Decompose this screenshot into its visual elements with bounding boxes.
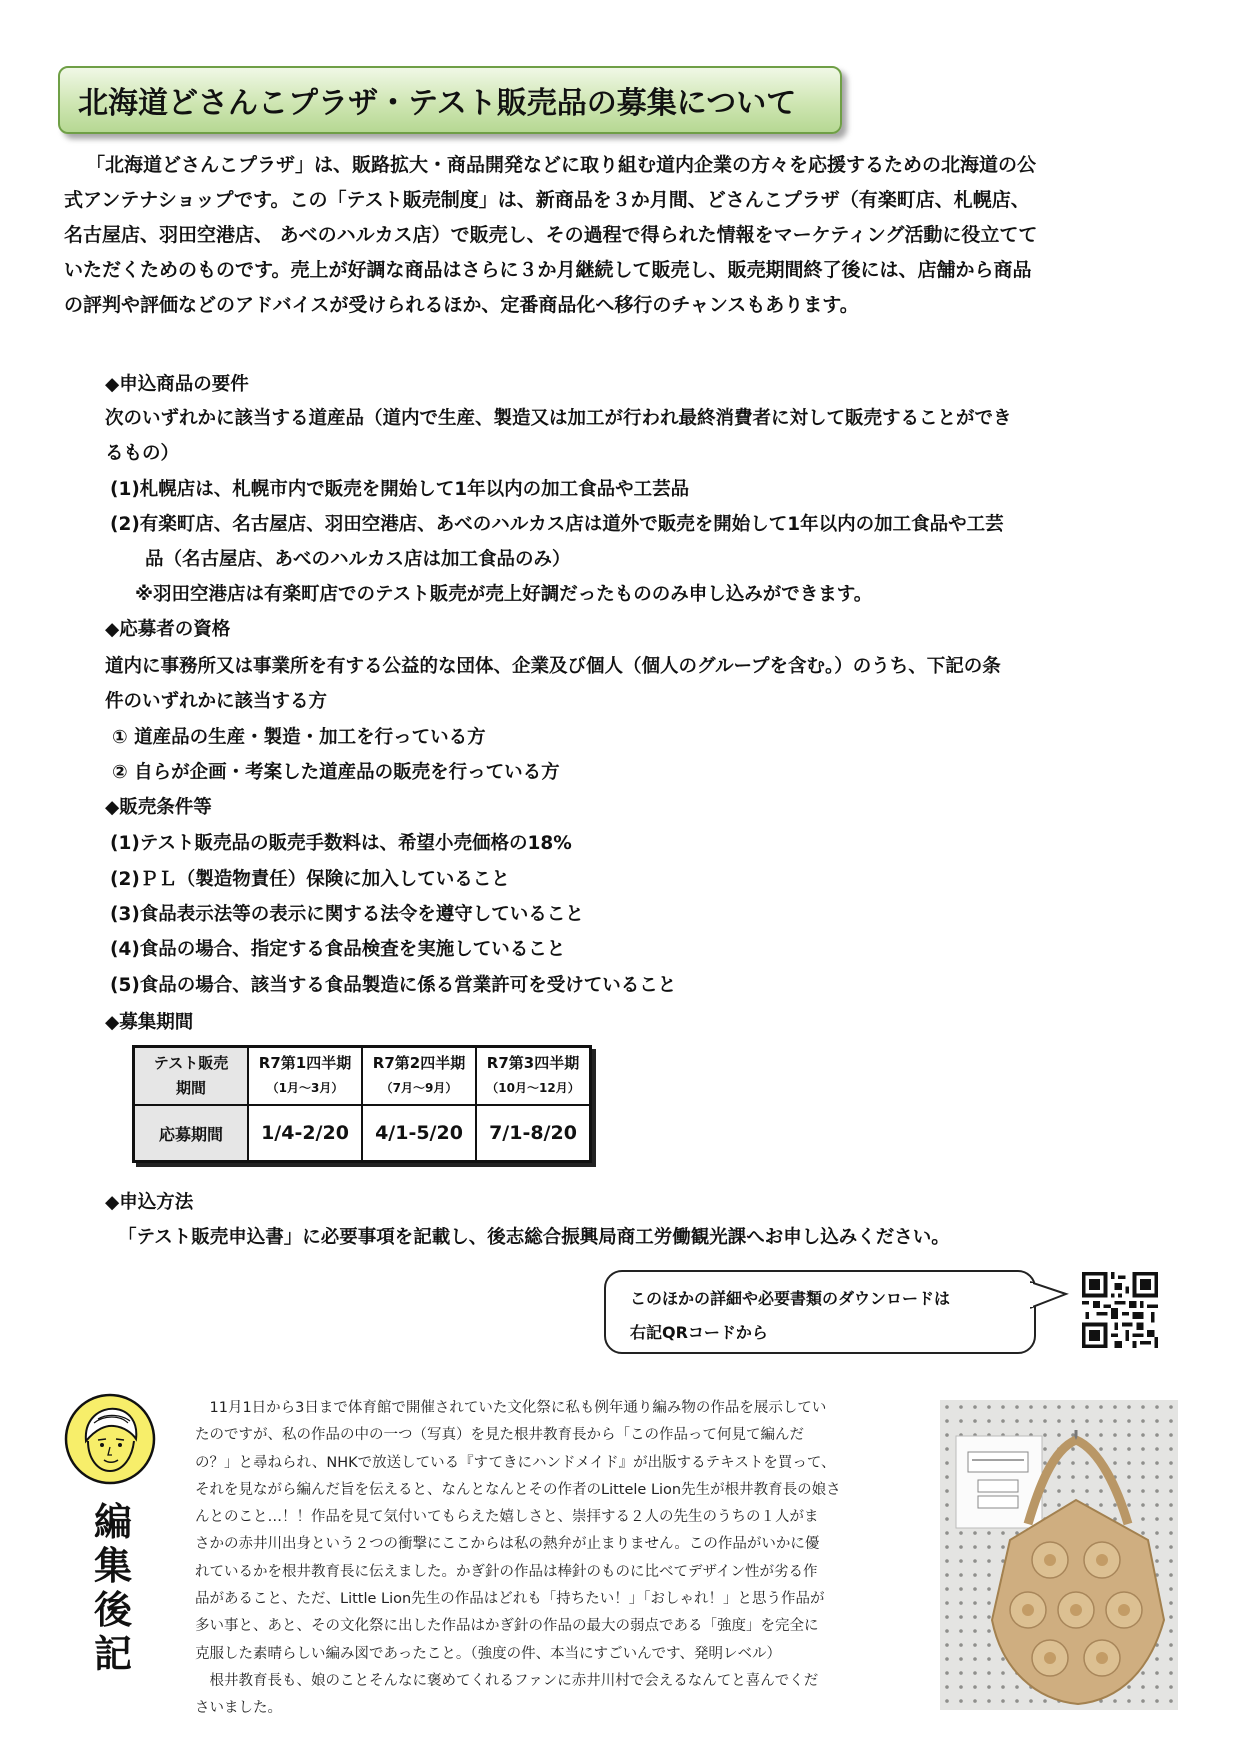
title-banner	[58, 66, 842, 134]
intro-line: 名古屋店、羽田空港店、 あべのハルカス店）で販売し、その過程で得られた情報をマーケティング活動に役立てて	[64, 224, 1038, 246]
postscript-title: 編 集 後 記	[93, 1499, 132, 1676]
intro-paragraph	[64, 148, 1154, 323]
eligibility-lead: 道内に事務所又は事業所を有する公益的な団体、企業及び個人（個人のグループを含む。）のうち、下記の条	[105, 656, 1001, 677]
requirements-item-2-cont: 品（名古屋店、あべのハルカス店は加工食品のみ）	[145, 549, 571, 570]
intro-line: 式アンテナショップです。この「テスト販売制度」は、新商品を３か月間、どさんこプラザ（有楽町店、札幌店、	[64, 189, 1030, 211]
table-row	[134, 1047, 591, 1106]
postscript-line: それを見ながら編んだ旨を伝えると、なんとなんとその作者のLittele Lion先生が根井教育長の娘さ	[195, 1481, 841, 1498]
page-title: 北海道どさんこプラザ・テスト販売品の募集について	[78, 86, 797, 121]
apply-period-label: 応募期間	[134, 1105, 249, 1162]
info-bubble	[604, 1270, 1036, 1354]
intro-line: いただくためのものです。売上が好調な商品はさらに３か月継続して販売し、販売期間終了後には、店舗から商品	[64, 259, 1032, 281]
period-heading: ◆募集期間	[105, 1012, 194, 1033]
bubble-tail	[1030, 1278, 1070, 1312]
qr-code-icon[interactable]	[1082, 1272, 1158, 1348]
intro-line: 「北海道どさんこプラザ」は、販路拡大・商品開発などに取り組む道内企業の方々を応援するための北海道の公	[86, 154, 1037, 176]
requirements-lead: るもの）	[105, 443, 180, 464]
bubble-line: 右記QRコードから	[630, 1323, 768, 1342]
crochet-bag-photo	[940, 1400, 1178, 1710]
intro-line: の評判や評価などのアドバイスが受けられるほか、定番商品化へ移行のチャンスもあります。	[64, 294, 859, 316]
period-table	[132, 1045, 592, 1163]
postscript-line: 克服した素晴らしい編み図であったこと。（強度の件、本当にすごいんです、発明レベル）	[195, 1645, 781, 1662]
postscript-line: れているかを根井教育長に伝えました。かぎ針の作品は棒針のものに比べてデザイン性が劣る作	[195, 1563, 818, 1580]
postscript-line: たのですが、私の作品の中の一つ（写真）を見た根井教育長から「この作品って何見て編んだ	[195, 1427, 804, 1444]
requirements-heading: ◆申込商品の要件	[105, 374, 249, 395]
postscript-line: の？」と尋ねられ、NHKで放送している『すてきにハンドメイド』が出版するテキストを買って、	[195, 1454, 836, 1471]
eligibility-heading: ◆応募者の資格	[105, 619, 231, 640]
method-heading: ◆申込方法	[105, 1192, 194, 1213]
period-header-label: テスト販売 期間	[134, 1047, 249, 1106]
postscript-line: 多い事と、あと、その文化祭に出した作品はかぎ針の作品の最大の弱点である「強度」を完全に	[195, 1618, 819, 1635]
conditions-heading: ◆販売条件等	[105, 797, 212, 818]
period-col-3: R7第3四半期 （10月～12月）	[476, 1047, 591, 1106]
apply-period-value: 7/1-8/20	[476, 1105, 591, 1162]
period-col-1: R7第1四半期 （1月～3月）	[248, 1047, 362, 1106]
postscript-line: んとのこと…！！作品を見て気付いてもらえた嬉しさと、崇拝する２人の先生のうちの１人がま	[195, 1509, 819, 1526]
bubble-line: このほかの詳細や必要書類のダウンロードは	[630, 1289, 951, 1308]
conditions-item: (5)食品の場合、該当する食品製造に係る営業許可を受けていること	[110, 975, 677, 996]
conditions-item: (3)食品表示法等の表示に関する法令を遵守していること	[110, 904, 584, 925]
requirements-lead: 次のいずれかに該当する道産品（道内で生産、製造又は加工が行われ最終消費者に対して販売することができ	[105, 408, 1012, 429]
conditions-item: (1)テスト販売品の販売手数料は、希望小売価格の18%	[110, 833, 572, 854]
apply-period-value: 1/4-2/20	[248, 1105, 362, 1162]
conditions-item: (4)食品の場合、指定する食品検査を実施していること	[110, 939, 566, 960]
postscript-line: さかの赤井川出身という２つの衝撃にここからは私の熱弁が止まりません。この作品がいかに優	[195, 1536, 820, 1553]
apply-period-value: 4/1-5/20	[362, 1105, 476, 1162]
avatar	[64, 1393, 156, 1485]
period-col-2: R7第2四半期 （7月～9月）	[362, 1047, 476, 1106]
postscript-line: 品があること、ただ、Little Lion先生の作品はどれも「持ちたい！」「おしゃれ！」と思う作品が	[195, 1591, 825, 1608]
eligibility-item-1: ① 道産品の生産・製造・加工を行っている方	[112, 727, 486, 748]
requirements-item-1: (1)札幌店は、札幌市内で販売を開始して1年以内の加工食品や工芸品	[110, 479, 690, 500]
requirements-item-2: (2)有楽町店、名古屋店、羽田空港店、あべのハルカス店は道外で販売を開始して1年以内の加工食品や工芸	[110, 514, 1004, 535]
requirements-note: ※羽田空港店は有楽町店でのテスト販売が売上好調だったもののみ申し込みができます。	[135, 584, 873, 605]
postscript-line: さいました。	[195, 1700, 282, 1717]
eligibility-lead: 件のいずれかに該当する方	[105, 691, 328, 712]
postscript-text	[195, 1395, 915, 1723]
postscript-line: 根井教育長も、娘のことそんなに褒めてくれるファンに赤井川村で会えるなんてと喜んでくだ	[195, 1672, 819, 1689]
table-row	[134, 1105, 591, 1162]
postscript-line: 11月1日から3日まで体育館で開催されていた文化祭に私も例年通り編み物の作品を展示してい	[195, 1400, 827, 1416]
eligibility-item-2: ② 自らが企画・考案した道産品の販売を行っている方	[112, 762, 560, 783]
conditions-item: (2)ＰＬ（製造物責任）保険に加入していること	[110, 869, 510, 890]
method-text: 「テスト販売申込書」に必要事項を記載し、後志総合振興局商工労働観光課へお申し込みください。	[118, 1227, 950, 1248]
